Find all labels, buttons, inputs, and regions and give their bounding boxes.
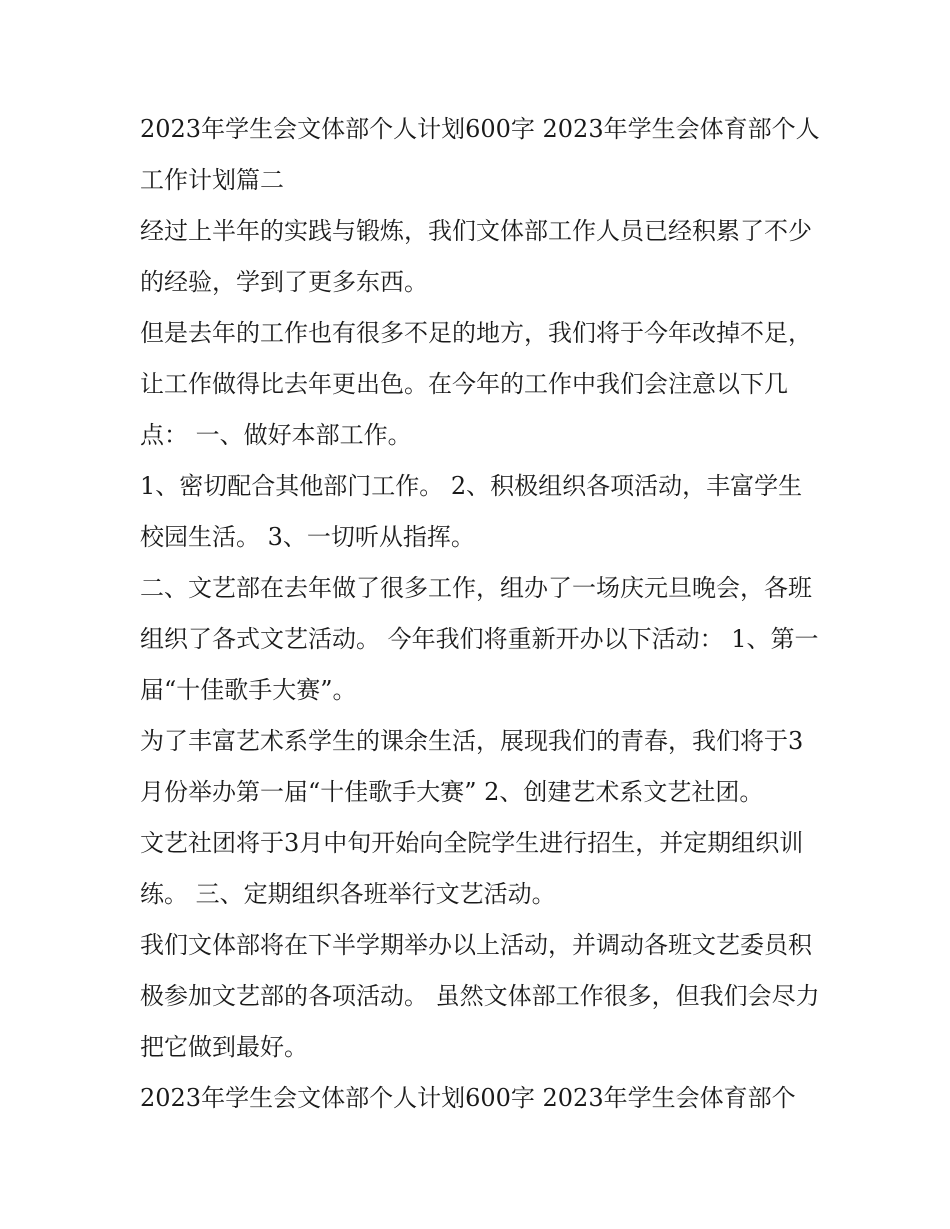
paragraph-numbered-tasks: 1、密切配合其他部门工作。 2、积极组织各项活动，丰富学生校园生活。 3、一切听从指挥。 [140,472,803,551]
paragraph-second-half-plan: 我们文体部将在下半学期举办以上活动，并调动各班文艺委员积极参加文艺部的各项活动。 虽然文体部工作很多，但我们会尽力把它做到最好。 [140,931,820,1061]
document-title-repeat: 2023年学生会文体部个人计划600字 2023年学生会体育部个 [140,1084,796,1112]
paragraph-arts-activities: 二、文艺部在去年做了很多工作，组办了一场庆元旦晚会，各班组织了各式文艺活动。 今年我们将重新开办以下活动： 1、第一届“十佳歌手大赛”。 [140,574,819,704]
paragraph-experience: 经过上半年的实践与锻炼，我们文体部工作人员已经积累了不少的经验，学到了更多东西。 [140,217,812,296]
paragraph-arts-club: 文艺社团将于3月中旬开始向全院学生进行招生，并定期组织训练。 三、定期组织各班举行文艺活动。 [140,829,804,908]
paragraph-singer-contest: 为了丰富艺术系学生的课余生活，展现我们的青春，我们将于3月份举办第一届“十佳歌手大赛” 2、创建艺术系文艺社团。 [140,727,804,806]
document-body [140,104,820,1124]
paragraph-improvements: 但是去年的工作也有很多不足的地方，我们将于今年改掉不足，让工作做得比去年更出色。在今年的工作中我们会注意以下几点： 一、做好本部工作。 [140,319,812,449]
document-title: 2023年学生会文体部个人计划600字 2023年学生会体育部个人工作计划篇二 [140,115,820,194]
